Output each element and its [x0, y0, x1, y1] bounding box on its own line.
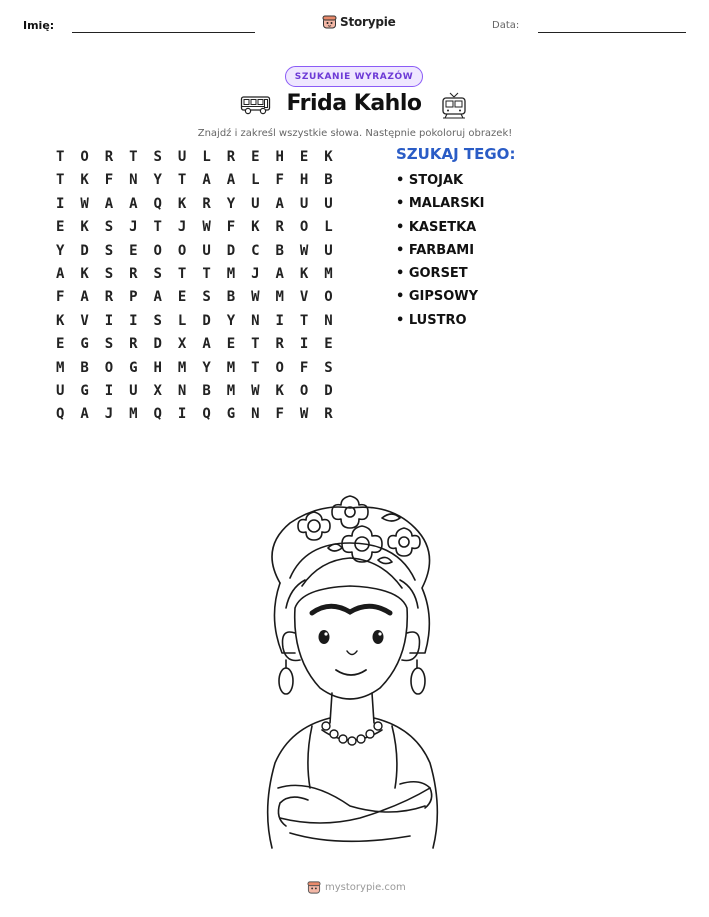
grid-cell[interactable]: E	[251, 149, 260, 165]
grid-cell[interactable]: Q	[153, 195, 162, 212]
word-list-item: • STOJAK	[396, 173, 464, 188]
grid-row	[48, 195, 341, 218]
grid-cell[interactable]: T	[251, 336, 260, 353]
grid-cell[interactable]: U	[129, 382, 138, 399]
grid-row	[48, 265, 341, 288]
grid-cell[interactable]: K	[251, 219, 260, 236]
grid-cell[interactable]: U	[324, 242, 333, 259]
brand-logo	[322, 13, 396, 31]
grid-cell[interactable]: A	[129, 195, 138, 212]
grid-cell[interactable]: G	[129, 359, 138, 376]
grid-row	[48, 242, 341, 265]
grid-cell[interactable]: Y	[202, 359, 211, 376]
grid-cell[interactable]: K	[80, 172, 89, 189]
grid-row	[48, 218, 341, 241]
pie-mascot-icon	[322, 14, 337, 30]
grid-cell[interactable]: E	[324, 336, 333, 353]
word-list-item: • KASETKA	[396, 219, 477, 235]
grid-cell[interactable]: D	[80, 242, 89, 259]
grid-cell[interactable]: B	[226, 289, 236, 306]
date-label: Data:	[492, 20, 520, 31]
grid-cell[interactable]: L	[177, 312, 187, 329]
grid-cell[interactable]: H	[153, 359, 162, 376]
grid-cell[interactable]: O	[324, 289, 333, 306]
grid-cell[interactable]: R	[104, 289, 114, 306]
grid-cell[interactable]: L	[202, 149, 211, 165]
grid-cell[interactable]: V	[299, 289, 309, 306]
grid-cell[interactable]: T	[177, 265, 187, 282]
grid-cell[interactable]: Q	[55, 406, 65, 423]
grid-cell[interactable]: N	[324, 312, 333, 329]
grid-cell[interactable]: T	[177, 172, 187, 189]
grid-cell[interactable]: F	[275, 406, 284, 423]
grid-cell[interactable]: E	[177, 289, 187, 306]
grid-cell[interactable]: X	[177, 336, 187, 353]
grid-cell[interactable]: I	[129, 312, 138, 329]
grid-cell[interactable]: J	[104, 406, 114, 423]
grid-cell[interactable]: A	[275, 265, 284, 282]
grid-cell[interactable]: A	[226, 172, 236, 189]
grid-cell[interactable]: Y	[226, 312, 236, 329]
grid-cell[interactable]: S	[104, 336, 114, 353]
activity-badge: SZUKANIE WYRAZÓW	[285, 66, 423, 87]
grid-cell[interactable]: O	[80, 149, 89, 165]
word-list-item: • GIPSOWY	[396, 289, 479, 305]
grid-cell[interactable]: B	[275, 242, 284, 259]
grid-cell[interactable]: M	[324, 265, 333, 282]
grid-cell[interactable]: S	[104, 219, 114, 236]
footer	[307, 878, 406, 896]
grid-cell[interactable]: J	[129, 219, 138, 236]
grid-cell[interactable]: O	[299, 219, 309, 236]
grid-cell[interactable]: L	[324, 219, 333, 236]
grid-cell[interactable]: R	[104, 149, 114, 165]
title-row	[0, 91, 709, 123]
word-list-item: • GORSET	[396, 266, 468, 282]
grid-cell[interactable]: T	[299, 312, 309, 329]
grid-cell[interactable]: A	[153, 289, 162, 306]
grid-cell[interactable]: S	[153, 149, 162, 165]
grid-cell[interactable]: H	[299, 172, 309, 189]
grid-cell[interactable]: S	[153, 265, 162, 282]
grid-cell[interactable]: G	[226, 406, 236, 423]
grid-cell[interactable]: A	[104, 195, 114, 212]
grid-cell[interactable]: C	[251, 242, 260, 259]
grid-row	[48, 382, 341, 405]
grid-cell[interactable]: T	[153, 219, 162, 236]
grid-cell[interactable]: L	[251, 172, 260, 189]
pie-mascot-icon	[307, 880, 321, 895]
grid-cell[interactable]: T	[202, 265, 211, 282]
grid-cell[interactable]: T	[55, 172, 65, 189]
grid-cell[interactable]: R	[226, 149, 236, 165]
word-list-title: SZUKAJ TEGO:	[396, 145, 516, 163]
grid-cell[interactable]: K	[80, 265, 89, 282]
grid-cell[interactable]: I	[104, 312, 114, 329]
grid-cell[interactable]: R	[129, 336, 138, 353]
grid-cell[interactable]: H	[275, 149, 284, 165]
grid-cell[interactable]: Q	[153, 406, 162, 423]
grid-cell[interactable]: A	[80, 406, 89, 423]
grid-cell[interactable]: M	[226, 359, 236, 376]
grid-cell[interactable]: R	[202, 195, 211, 212]
grid-cell[interactable]: M	[55, 359, 65, 376]
name-label: Imię:	[23, 19, 55, 32]
grid-row	[48, 171, 341, 194]
tram-icon	[440, 92, 468, 120]
grid-cell[interactable]: N	[177, 382, 187, 399]
name-input-line[interactable]	[72, 32, 255, 33]
grid-cell[interactable]: G	[80, 336, 89, 353]
grid-cell[interactable]: G	[80, 382, 89, 399]
brand-name: Storypie	[340, 15, 396, 29]
grid-cell[interactable]: T	[55, 149, 65, 165]
grid-cell[interactable]: T	[251, 359, 260, 376]
grid-cell[interactable]: R	[324, 406, 333, 423]
word-list-item: • MALARSKI	[396, 196, 485, 212]
grid-cell[interactable]: I	[299, 336, 309, 353]
grid-cell[interactable]: E	[55, 336, 65, 353]
grid-cell[interactable]: A	[202, 336, 211, 353]
grid-cell[interactable]: R	[275, 219, 284, 236]
grid-cell[interactable]: T	[129, 149, 138, 165]
grid-cell[interactable]: F	[299, 359, 309, 376]
grid-cell[interactable]: S	[104, 265, 114, 282]
grid-cell[interactable]: Q	[202, 406, 211, 423]
grid-cell[interactable]: W	[299, 242, 309, 259]
grid-cell[interactable]: W	[251, 289, 260, 306]
grid-cell[interactable]: O	[177, 242, 187, 259]
grid-cell[interactable]: M	[275, 289, 284, 306]
grid-cell[interactable]: E	[299, 149, 309, 165]
grid-cell[interactable]: D	[202, 312, 211, 329]
grid-cell[interactable]: J	[251, 265, 260, 282]
grid-cell[interactable]: F	[104, 172, 114, 189]
grid-cell[interactable]: D	[226, 242, 236, 259]
grid-cell[interactable]: J	[177, 219, 187, 236]
grid-cell[interactable]: F	[226, 219, 236, 236]
grid-cell[interactable]: K	[275, 382, 284, 399]
grid-cell[interactable]: O	[299, 382, 309, 399]
grid-cell[interactable]: A	[55, 265, 65, 282]
grid-cell[interactable]: K	[80, 219, 89, 236]
grid-cell[interactable]: S	[153, 312, 162, 329]
grid-cell[interactable]: M	[177, 359, 187, 376]
grid-cell[interactable]: R	[275, 336, 284, 353]
grid-cell[interactable]: K	[55, 312, 65, 329]
grid-cell[interactable]: A	[202, 172, 211, 189]
grid-cell[interactable]: W	[202, 219, 211, 236]
grid-cell[interactable]: K	[177, 195, 187, 212]
grid-cell[interactable]: U	[251, 195, 260, 212]
grid-cell[interactable]: E	[55, 219, 65, 236]
grid-cell[interactable]: U	[202, 242, 211, 259]
word-list-item: • FARBAMI	[396, 242, 475, 258]
grid-cell[interactable]: U	[177, 149, 187, 165]
grid-cell[interactable]: N	[251, 312, 260, 329]
grid-cell[interactable]: A	[275, 195, 284, 212]
grid-row	[48, 359, 341, 382]
grid-cell[interactable]: O	[275, 359, 284, 376]
date-input-line[interactable]	[538, 32, 686, 33]
grid-cell[interactable]: Y	[153, 172, 162, 189]
grid-cell[interactable]: W	[299, 406, 309, 423]
grid-cell[interactable]: U	[324, 195, 333, 212]
footer-url[interactable]: mystorypie.com	[325, 881, 406, 893]
instructions-text: Znajdź i zakreśl wszystkie słowa. Następnie pokoloruj obrazek!	[197, 128, 513, 139]
grid-cell[interactable]: M	[226, 382, 236, 399]
grid-cell[interactable]: N	[251, 406, 260, 423]
grid-row	[48, 148, 341, 171]
worksheet-header	[0, 0, 709, 50]
page-title: Frida Kahlo	[286, 91, 422, 116]
grid-cell[interactable]: U	[299, 195, 309, 212]
grid-cell[interactable]: O	[104, 359, 114, 376]
grid-cell[interactable]: I	[55, 195, 65, 212]
grid-cell[interactable]: I	[177, 406, 187, 423]
grid-cell[interactable]: E	[226, 336, 236, 353]
grid-row	[48, 288, 341, 311]
grid-cell[interactable]: F	[275, 172, 284, 189]
grid-row	[48, 335, 341, 358]
word-list	[396, 172, 484, 335]
grid-cell[interactable]: M	[226, 265, 236, 282]
grid-cell[interactable]: F	[55, 289, 65, 306]
grid-cell[interactable]: D	[153, 336, 162, 353]
grid-cell[interactable]: W	[80, 195, 89, 212]
grid-cell[interactable]: V	[80, 312, 89, 329]
grid-cell[interactable]: E	[129, 242, 138, 259]
grid-cell[interactable]: S	[202, 289, 211, 306]
grid-cell[interactable]: R	[129, 265, 138, 282]
grid-cell[interactable]: S	[104, 242, 114, 259]
grid-cell[interactable]: P	[129, 289, 138, 306]
grid-cell[interactable]: B	[324, 172, 333, 189]
grid-cell[interactable]: M	[129, 406, 138, 423]
grid-cell[interactable]: Y	[55, 242, 65, 259]
grid-cell[interactable]: N	[129, 172, 138, 189]
grid-cell[interactable]: K	[324, 149, 333, 165]
word-search-grid	[48, 148, 341, 429]
frida-kahlo-coloring-illustration	[250, 488, 455, 853]
grid-cell[interactable]: A	[80, 289, 89, 306]
grid-cell[interactable]: O	[153, 242, 162, 259]
grid-cell[interactable]: W	[251, 382, 260, 399]
grid-cell[interactable]: B	[202, 382, 211, 399]
grid-cell[interactable]: S	[324, 359, 333, 376]
grid-cell[interactable]: U	[55, 382, 65, 399]
grid-cell[interactable]: B	[80, 359, 89, 376]
grid-cell[interactable]: K	[299, 265, 309, 282]
grid-row	[48, 405, 341, 428]
grid-cell[interactable]: Y	[226, 195, 236, 212]
grid-cell[interactable]: I	[275, 312, 284, 329]
grid-row	[48, 312, 341, 335]
word-list-item: • LUSTRO	[396, 312, 467, 328]
grid-cell[interactable]: I	[104, 382, 114, 399]
grid-cell[interactable]: D	[324, 382, 333, 399]
grid-cell[interactable]: X	[153, 382, 162, 399]
